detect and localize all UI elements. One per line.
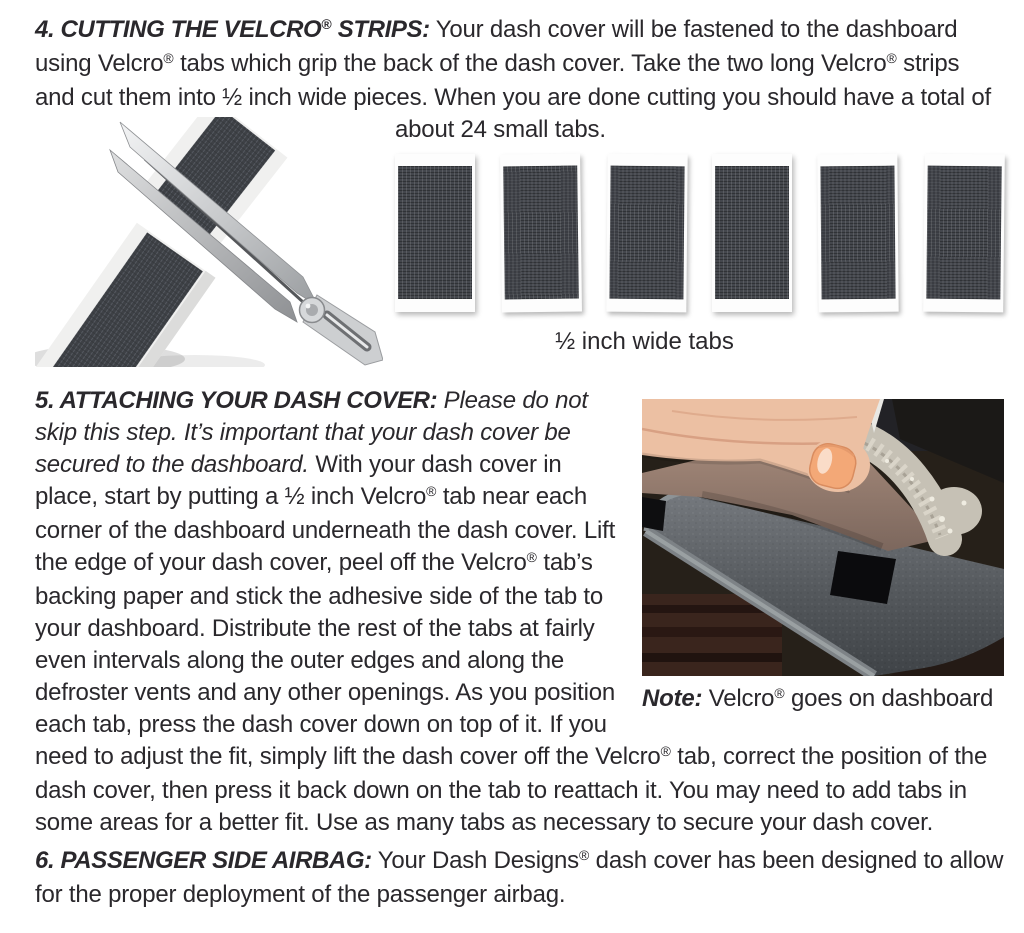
note-text: Velcro® goes on dashboard [708,685,994,712]
section-cutting [35,14,1004,358]
velcro-tab [817,154,898,313]
tabs-caption: ½ inch wide tabs [555,328,734,355]
section-5-italic-lead: Please do not skip this step. It’s important that your dash cover be secured to the dashboard. [35,387,588,478]
velcro-tab [923,154,1005,313]
tab-weave [821,166,896,300]
section-5-heading: 5. ATTACHING YOUR DASH COVER: [35,387,438,414]
section-airbag [35,845,1004,911]
section-4-paragraph [35,14,1004,146]
dash-cover-photo [642,399,1004,676]
cut-velcro-piece [143,117,288,246]
section-4-body: Your dash cover will be fastened to the dashboard using Velcro® tabs which grip the back of the dash cover. Take the two long Velcro® strips and cut them into ½ inch wide pieces. When you are done cutting [35,16,960,111]
section-5-body: With your dash cover in place, start by putting a ½ inch Velcro® tab near each corner of the dashboard underneath the dash cover. Lift the edge of your dash cover, peel off the Velcro® tab’s backing paper and stick the adhesive side of the tab to your dashboard. Distribute the rest of the tabs at fairly even intervals along the outer edges and along the defroster vents and any other openings. As you position each tab, press the dash cover down on top of it. If you need to adjust the fit, simply lift the dash cover off the Velcro® tab, correct the position of the dash cover, then press it back down on the tab to reattach it. You may need to add tabs in some areas for a better fit. Use as many tabs as necessary to secure your dash cover. [35,451,988,836]
tab-weave [926,166,1001,300]
section-4-heading: 4. CUTTING THE VELCRO® STRIPS: [35,16,430,43]
tab-weave [398,166,472,299]
note-label: Note: [642,685,703,712]
velcro-tab [500,154,582,313]
figure-note [642,683,1004,717]
scissors-cutting-velcro-photo [35,117,383,367]
section-attaching [35,371,1004,839]
scissors-image [35,117,383,367]
velcro-tab [712,154,792,312]
section-6-body: Your Dash Designs® dash cover has been designed to allow for the proper deployment of the passenger airbag. [35,847,1004,908]
velcro-tabs-figure [395,154,1004,358]
section-6-heading: 6. PASSENGER SIDE AIRBAG: [35,847,372,874]
tab-weave [503,166,579,300]
tab-weave [715,166,789,299]
velcro-tabs-row [395,154,1004,312]
velcro-tab [606,154,687,313]
dash-cover-image [642,399,1004,676]
velcro-strip [35,223,215,367]
section-5-paragraph [35,385,1004,839]
dash-cover-figure [642,399,1004,717]
tab-weave [609,166,684,300]
section-4-body-continued: you should have a total of about 24 small tabs. [395,84,991,143]
section-6-paragraph [35,845,1004,911]
velcro-tab [395,154,475,312]
